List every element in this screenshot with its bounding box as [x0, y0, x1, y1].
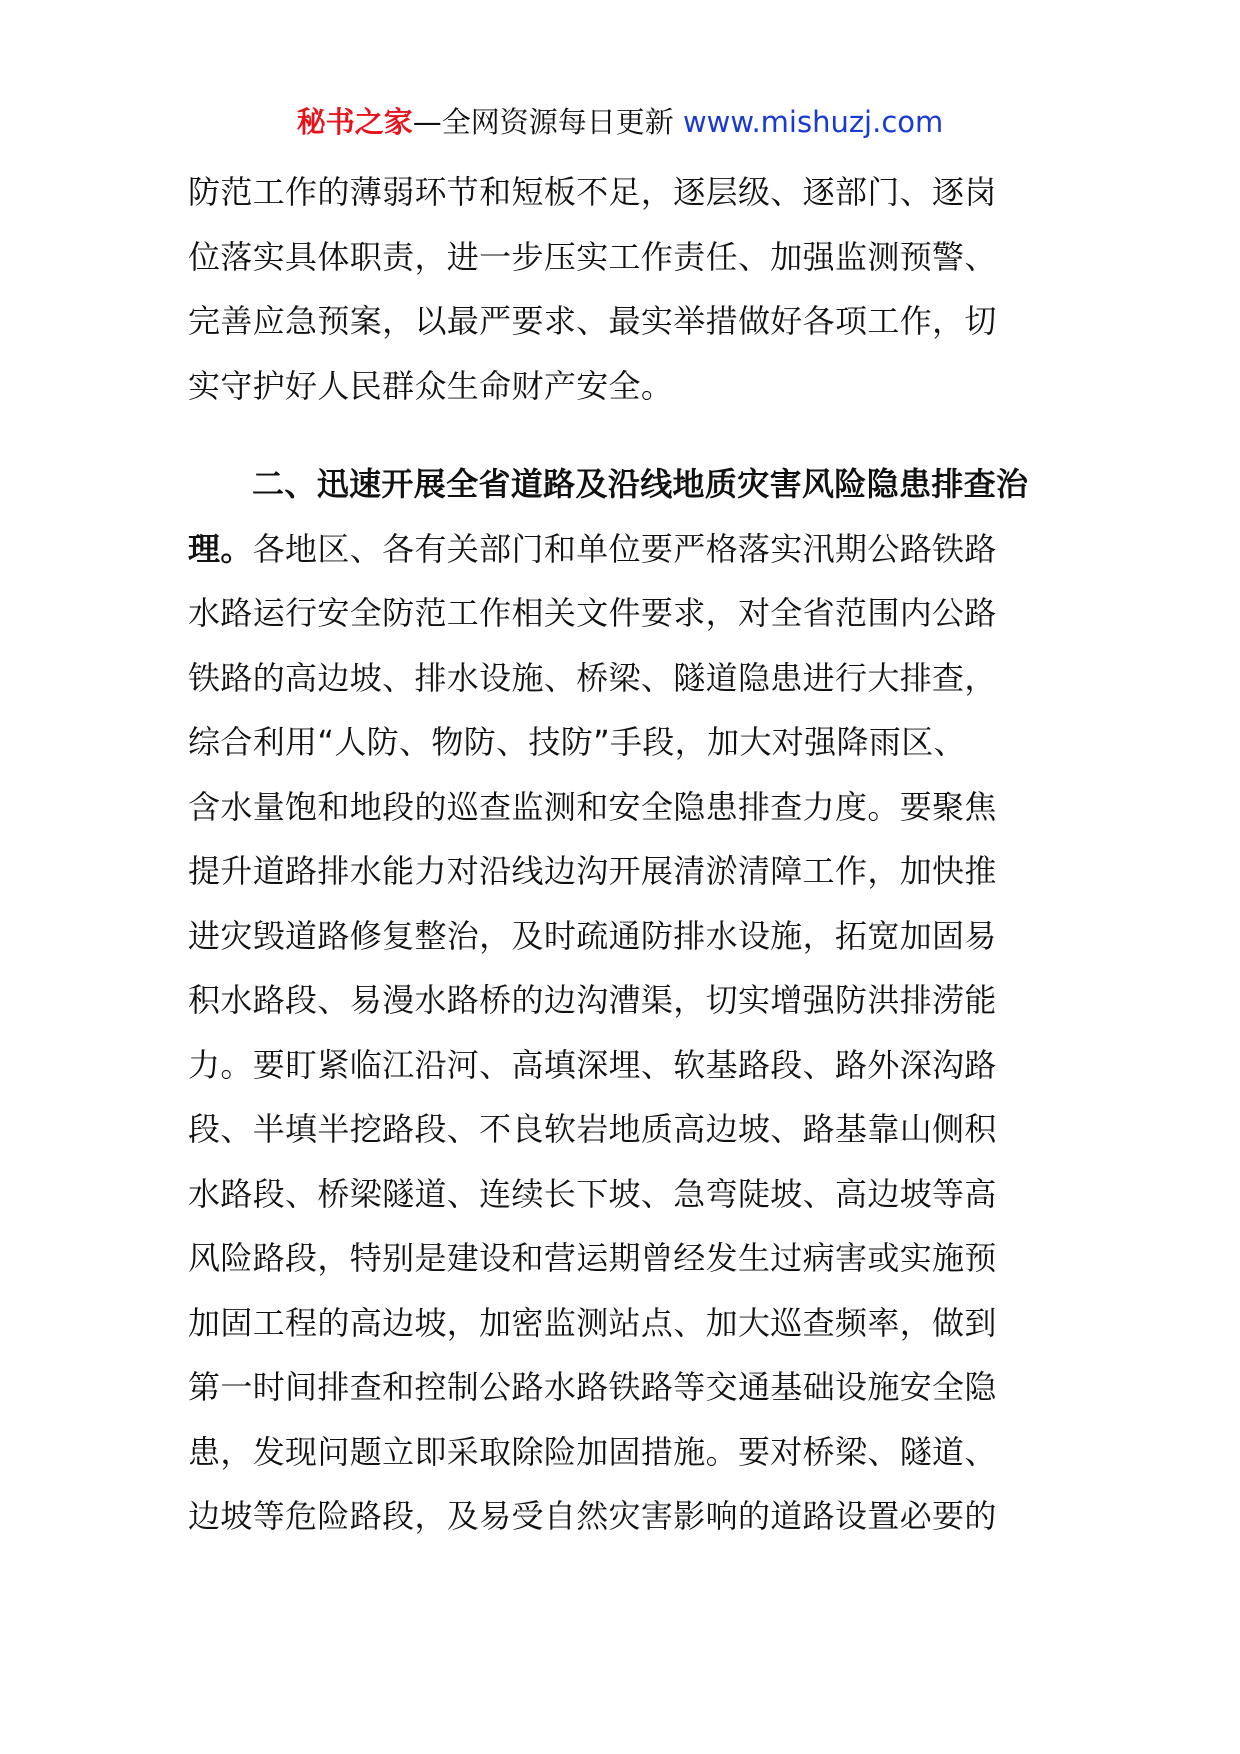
text-line: 位落实具体职责，进一步压实工作责任、加强监测预警、	[188, 237, 997, 276]
text-line: 加固工程的高边坡，加密监测站点、加大巡查频率，做到	[188, 1303, 997, 1342]
text-line: 进灾毁道路修复整治，及时疏通防排水设施，拓宽加固易	[188, 916, 997, 955]
paragraph-1	[188, 160, 1058, 418]
text-line: 综合利用“人防、物防、技防”手段，加大对强降雨区、	[188, 723, 966, 761]
text-line: 积水路段、易漫水路桥的边沟漕渠，切实增强防洪排涝能	[188, 981, 997, 1019]
paragraph-2	[188, 452, 1058, 1549]
text-line: 实守护好人民群众生命财产安全。	[188, 366, 674, 405]
section-heading: 二、迅速开展全省道路及沿线地质灾害风险隐患排查治	[252, 465, 1029, 503]
watermark-header	[0, 98, 1240, 146]
paragraph-spacer	[188, 418, 1058, 452]
section-heading-end: 理。	[188, 529, 253, 568]
text-line: 段、半填半挖路段、不良软岩地质高边坡、路基靠山侧积	[188, 1110, 997, 1148]
text-line: 患，发现问题立即采取除险加固措施。要对桥梁、隧道、	[188, 1432, 997, 1471]
text-line: 铁路的高边坡、排水设施、桥梁、隧道隐患进行大排查，	[188, 658, 997, 697]
website-url[interactable]: www.mishuzj.com	[682, 105, 944, 139]
text-line	[188, 517, 1058, 582]
text-line: 防范工作的薄弱环节和短板不足，逐层级、逐部门、逐岗	[188, 173, 997, 211]
text-line: 水路运行安全防范工作相关文件要求，对全省范围内公路	[188, 594, 997, 632]
text-line: 提升道路排水能力对沿线边沟开展清淤清障工作，加快推	[188, 852, 997, 890]
text-line: 含水量饱和地段的巡查监测和安全隐患排查力度。要聚焦	[188, 787, 997, 826]
text-line: 水路段、桥梁隧道、连续长下坡、急弯陡坡、高边坡等高	[188, 1174, 997, 1213]
brand-name: 秘书之家	[296, 105, 413, 139]
document-body	[188, 160, 1058, 1549]
text-line: 完善应急预案，以最严要求、最实举措做好各项工作，切	[188, 302, 997, 340]
text-line: 风险路段，特别是建设和营运期曾经发生过病害或实施预	[188, 1239, 997, 1277]
header-tagline: —全网资源每日更新	[412, 105, 683, 139]
text-line: 边坡等危险路段，及易受自然灾害影响的道路设置必要的	[188, 1497, 997, 1535]
text-line: 第一时间排查和控制公路水路铁路等交通基础设施安全隐	[188, 1368, 997, 1406]
text-line: 力。要盯紧临江沿河、高填深埋、软基路段、路外深沟路	[188, 1045, 997, 1084]
text-span: 各地区、各有关部门和单位要严格落实汛期公路铁路	[252, 529, 997, 568]
